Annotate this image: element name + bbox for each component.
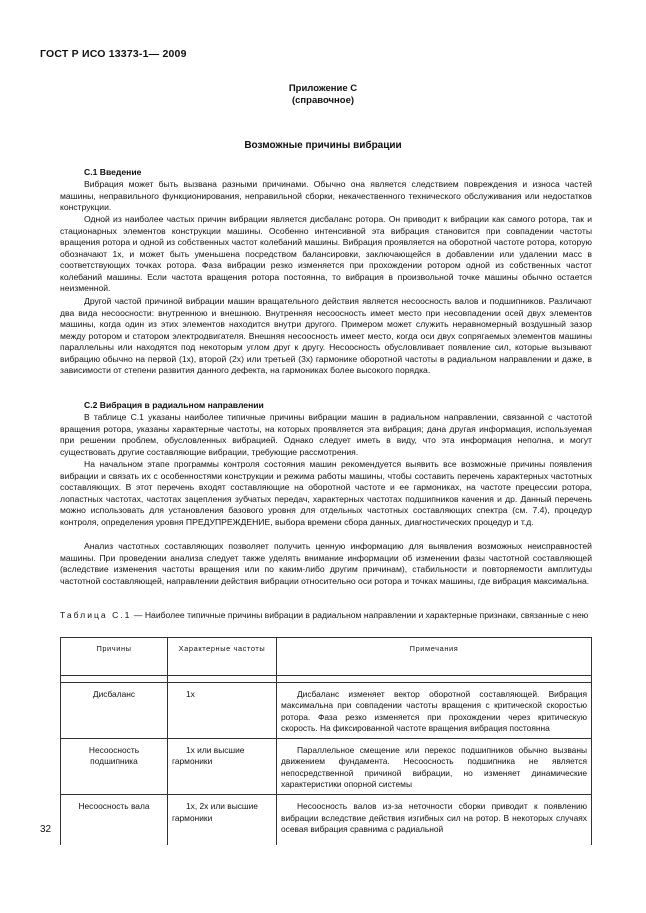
table-row	[61, 795, 592, 845]
table-caption-label: Таблица С.1	[60, 610, 132, 620]
cell-notes: Параллельное смещение или перекос подшипников обычно вызваны движением фундамента. Несоосность подшипника не является непосредственной причиной вибрации, но изменяет динамические характеристики опорной системы	[277, 739, 592, 795]
section-heading-c2: С.2 Вибрация в радиальном направлении	[84, 400, 264, 410]
cell-notes: Несоосность валов из-за неточности сборки приводит к появлению вибрации вследствие действия изгибных сил на ротор. В некоторых случаях осевая вибрация сравнима с радиальной	[277, 795, 592, 845]
paragraph-analysis: Анализ частотных составляющих позволяет получить ценную информацию для выявления возможных неисправностей машины. При проведении анализа следует также уделять внимание информации об изменении фазы частотной составляющей (вследствие изменения частоты вращения или по каким-либо другим причинам), стабильности и повторяемости амплитуды частотной составляющей, направлении действия вибрации относительно оси ротора и точках машины, где вибрация максимальна.	[60, 541, 592, 586]
paragraph-imbalance: Одной из наиболее частых причин вибрации является дисбаланс ротора. Он приводит к вибрации как самого ротора, так и стационарных элементов конструкции машины. Особенно интенсивной эта вибрация становится при совпадении частоты вращения ротора и одной из собственных частот колебаний машины. Вибрация проявляется на оборотной частоте ротора, которую обозначают 1х, и может быть уменьшена посредством балансировки, заключающейся в добавлении или удалении масс в соответствующих точках ротора. Фаза вибрации резко изменяется при прохождении ротором одной из собственных частот колебаний машины. Если частота вращения ротора постоянна, то вибрация в произвольной точке машины обычно остается неизменной.	[60, 214, 592, 293]
paragraph-misalignment: Другой частой причиной вибрации машин вращательного действия является несоосность валов и подшипников. Различают два вида несоосности: внутреннюю и внешнюю. Внутренняя несоосность имеет место при несовпадении осей двух элементов машины, когда один из этих элементов находится внутри другого. Примером может служить неравномерный воздушный зазор между ротором и статором электродвигателя. Внешняя несоосность имеет место, когда оси двух сопрягаемых элементов машины параллельны или находятся под некоторым углом друг к другу. Несоосность обусловливает появление сил, которые вызывают вибрацию обычно на первой (1х), второй (2х) или третьей (3х) гармонике оборотной частоты в радиальном направлении и даже, в зависимости от степени развития данного дефекта, на гармониках более высокого порядка.	[60, 296, 592, 375]
paragraph-intro: Вибрация может быть вызвана разными причинами. Обычно она является следствием повреждения и износа частей машины, неправильного функционирования, неправильной сборки, некачественного технического обслуживания или недостатков конструкции.	[60, 179, 592, 212]
cell-cause: Дисбаланс	[61, 683, 168, 739]
table-row	[61, 739, 592, 795]
cell-cause: Несоосность вала	[61, 795, 168, 845]
table-row	[61, 683, 592, 739]
document-code-header: ГОСТ Р ИСО 13373-1— 2009	[40, 48, 187, 60]
cell-frequency: 1х	[168, 683, 277, 739]
cell-frequency: 1х или высшие гармоники	[168, 739, 277, 795]
header-frequencies: Характерные частоты	[168, 638, 277, 676]
cell-notes: Дисбаланс изменяет вектор оборотной составляющей. Вибрация максимальна при совпадении частоты вращения с критической скоростью ротора. Фаза резко изменяется при прохождении через критическую скорость. На фиксированной частоте вращения вибрация постоянна	[277, 683, 592, 739]
page-number: 32	[40, 824, 52, 835]
cell-frequency: 1х, 2х или высшие гармоники	[168, 795, 277, 845]
table-caption-text: — Наиболее типичные причины вибрации в радиальном направлении и характерные признаки, связанные с нею	[131, 610, 589, 620]
table-header-row	[61, 638, 592, 676]
header-causes: Причины	[61, 638, 168, 676]
section-heading-c1: С.1 Введение	[84, 167, 142, 177]
table-caption	[60, 610, 592, 622]
paragraph-monitoring: На начальном этапе программы контроля состояния машин рекомендуется выявить все возможные причины появления вибрации и связать их с особенностями конструкции и режима работы машины, чтобы составить перечень характерных частотных составляющих. В этот перечень входят составляющие на оборотной частоте и ее гармониках, на частоте прецессии ротора, лопастных частотах, частотах зацепления зубчатых передач, характерных частотах подшипников качения и др. Данный перечень можно использовать для установления базового уровня для отдельных частотных составляющих спектра (см. 7.4), процедур контроля, определения уровня ПРЕДУПРЕЖДЕНИЕ, выбора времени сбора данных, диагностических процедур и т.д.	[60, 459, 592, 527]
vibration-causes-table	[60, 637, 592, 845]
cell-cause: Несоосность подшипника	[61, 739, 168, 795]
header-notes: Примечания	[277, 638, 592, 676]
appendix-title: Приложение С	[288, 83, 358, 94]
appendix-subtitle: (справочное)	[291, 95, 355, 106]
main-title: Возможные причины вибрации	[244, 140, 402, 151]
paragraph-table-intro: В таблице С.1 указаны наиболее типичные причины вибрации машин в радиальном направлении, связанной с частотой вращения ротора, указаны характерные частоты, на которых проявляется эта вибрация; дана другая информация, используемая при решении проблем, обусловленных вибрацией. Однако следует иметь в виду, что эта информация неполна, и могут существовать другие составляющие вибрации, требующие рассмотрения.	[60, 412, 592, 457]
